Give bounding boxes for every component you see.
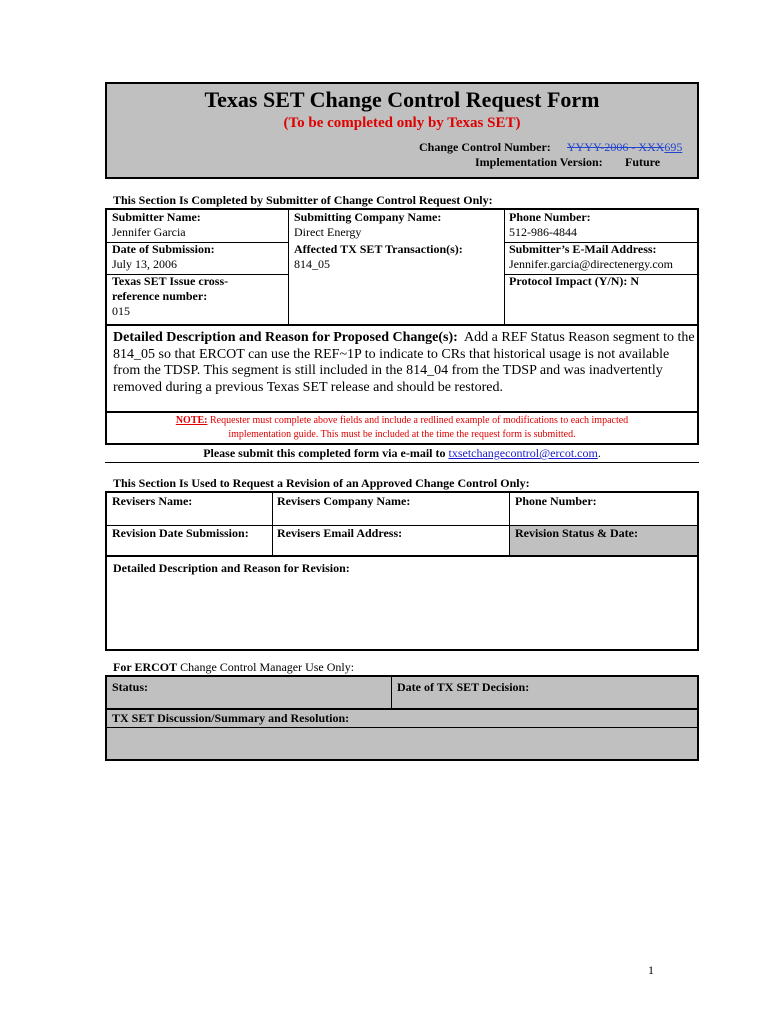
revisers-email-label: Revisers Email Address: bbox=[277, 526, 403, 540]
section3-heading-rest: Change Control Manager Use Only: bbox=[177, 660, 355, 674]
revisers-company-label: Revisers Company Name: bbox=[277, 494, 411, 508]
description-text bbox=[113, 330, 695, 396]
affected-transaction-field[interactable]: 814_05 bbox=[294, 257, 330, 271]
note-line-2: implementation guide. This must be included at the time the request form is submitted. bbox=[228, 429, 576, 440]
submitter-email-field[interactable]: Jennifer.garcia@directenergy.com bbox=[509, 257, 673, 271]
note-label: NOTE: bbox=[175, 415, 208, 426]
section3-heading bbox=[113, 660, 354, 675]
submission-date-label: Date of Submission: bbox=[112, 242, 215, 256]
revision-detail-label: Detailed Description and Reason for Revision: bbox=[113, 561, 350, 575]
change-control-number-label: Change Control Number: bbox=[419, 140, 551, 154]
company-name-field[interactable]: Direct Energy bbox=[294, 225, 362, 239]
revision-status-label: Revision Status & Date: bbox=[515, 526, 638, 540]
submission-date-field[interactable]: July 13, 2006 bbox=[112, 257, 178, 271]
change-control-number bbox=[567, 140, 682, 155]
description-label: Detailed Description and Reason for Proposed Change(s): bbox=[113, 330, 458, 345]
description-line-2: 814_05 so that ERCOT can use the REF~1P to indicate to CRs that historical usage is not available bbox=[113, 346, 670, 362]
implementation-version-value: Future bbox=[625, 155, 661, 169]
submit-email-link[interactable]: txsetchangecontrol@ercot.com bbox=[448, 446, 598, 460]
decision-date-label: Date of TX SET Decision: bbox=[397, 680, 530, 694]
submitter-email-label: Submitter’s E-Mail Address: bbox=[509, 242, 657, 256]
submit-instructions bbox=[105, 446, 699, 461]
section-divider bbox=[105, 462, 699, 463]
issue-reference-field[interactable]: 015 bbox=[112, 304, 130, 318]
phone-number-field[interactable]: 512-986-4844 bbox=[509, 225, 577, 239]
revisers-name-label: Revisers Name: bbox=[112, 494, 193, 508]
description-line-1-text: Add a REF Status Reason segment to the bbox=[464, 330, 695, 345]
section1-heading: This Section Is Completed by Submitter of Change Control Request Only: bbox=[113, 193, 493, 207]
form-header bbox=[105, 82, 699, 179]
revision-detail-box[interactable] bbox=[105, 555, 699, 651]
change-control-number-value: 695 bbox=[664, 140, 683, 154]
note-box bbox=[105, 411, 699, 445]
page-number: 1 bbox=[648, 963, 654, 977]
ercot-status-grid bbox=[105, 675, 699, 710]
issue-reference-label-2: reference number: bbox=[112, 289, 208, 303]
discussion-box[interactable] bbox=[105, 708, 699, 761]
implementation-version-label: Implementation Version: bbox=[475, 155, 603, 169]
status-label: Status: bbox=[112, 680, 149, 694]
submit-end: . bbox=[597, 446, 601, 460]
submitter-name-field[interactable]: Jennifer Garcia bbox=[112, 225, 186, 239]
section3-heading-bold: For ERCOT bbox=[113, 660, 178, 674]
description-box[interactable] bbox=[105, 324, 699, 413]
change-control-number-struck: YYYY-2006 - XXX bbox=[567, 140, 665, 154]
phone-number-label: Phone Number: bbox=[509, 210, 591, 224]
note-text-1: Requester must complete above fields and include a redlined example of modifications to each impacted bbox=[207, 415, 629, 426]
description-line-4: removed during a previous Texas SET release and should be restored. bbox=[113, 379, 504, 395]
form-title: Texas SET Change Control Request Form bbox=[204, 87, 600, 112]
submitter-name-label: Submitter Name: bbox=[112, 210, 201, 224]
description-line-1 bbox=[113, 330, 695, 347]
note-line-1 bbox=[107, 414, 697, 428]
description-line-3: from the TDSP. This segment is still included in the 814_04 from the TDSP and was inadvertently bbox=[113, 363, 663, 378]
revisers-phone-label: Phone Number: bbox=[515, 494, 597, 508]
form-subtitle: (To be completed only by Texas SET) bbox=[283, 115, 521, 131]
affected-transaction-label: Affected TX SET Transaction(s): bbox=[294, 242, 463, 256]
submit-text: Please submit this completed form via e-mail to bbox=[203, 446, 449, 460]
section2-heading: This Section Is Used to Request a Revision of an Approved Change Control Only: bbox=[113, 476, 530, 490]
discussion-label: TX SET Discussion/Summary and Resolution: bbox=[112, 711, 350, 725]
company-name-label: Submitting Company Name: bbox=[294, 210, 442, 224]
protocol-impact-label[interactable]: Protocol Impact (Y/N): N bbox=[509, 274, 640, 288]
revision-date-label: Revision Date Submission: bbox=[112, 526, 249, 540]
issue-reference-label-1: Texas SET Issue cross- bbox=[112, 274, 229, 288]
